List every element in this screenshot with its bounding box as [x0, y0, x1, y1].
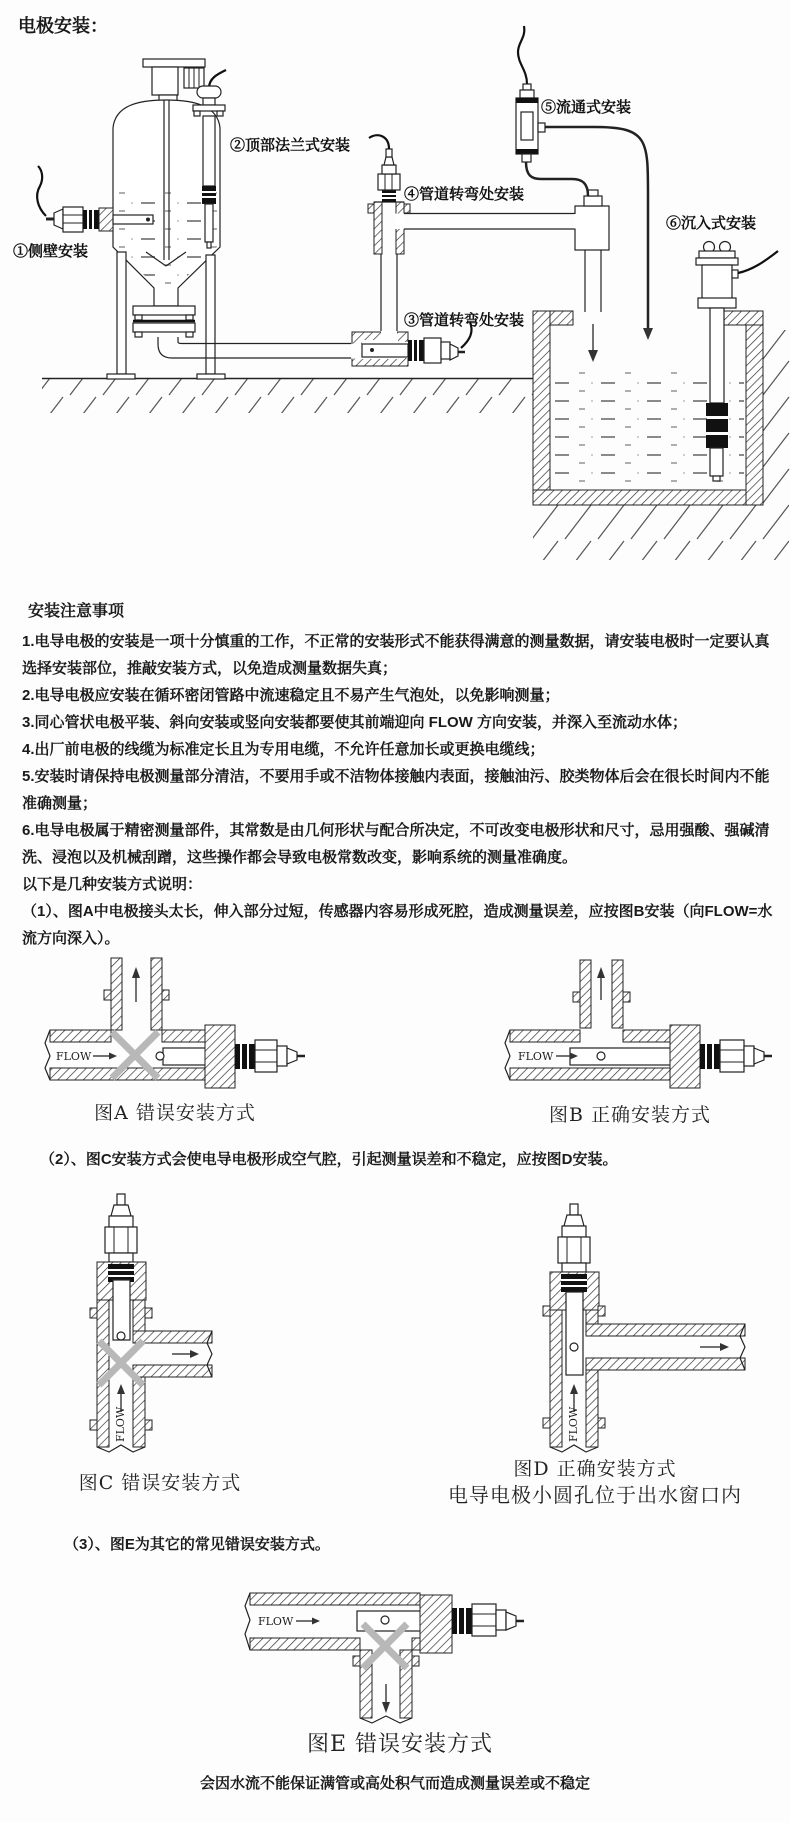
label-bend-upper: ④管道转弯处安装 [404, 186, 525, 203]
figure-b-caption: 图B 正确安装方式 [548, 1104, 711, 1126]
label-side-wall: ①侧壁安装 [13, 243, 89, 260]
figure-c-caption: 图C 错误安装方式 [78, 1472, 242, 1494]
note-paragraph-2: （2）、图C安装方式会使电导电极形成空气腔，引起测量误差和不稳定，应按图D安装。 [40, 1151, 618, 1168]
flow-label-d: FLOW [567, 1406, 580, 1442]
figure-b-diagram [505, 960, 772, 1088]
footer-note: 会因水流不能保证满管或高处积气而造成测量误差或不稳定 [199, 1775, 590, 1792]
figure-d-diagram [543, 1204, 745, 1452]
figure-d-caption-line1: 图D 正确安装方式 [513, 1458, 677, 1480]
notes-outro: 以下是几种安装方式说明： [22, 876, 203, 893]
note-item-3: 3.同心管状电极平装、斜向安装或竖向安装都要使其前端迎向 FLOW 方向安装，并深入至流动水体； [22, 714, 687, 731]
label-submersion: ⑥沉入式安装 [666, 215, 757, 232]
note-item-4: 4.出厂前电极的线缆为标准定长且为专用电缆，不允许任意加长或更换电缆线； [22, 741, 545, 758]
note-paragraph-3: （3）、图E为其它的常见错误安装方式。 [64, 1536, 330, 1553]
figure-a-caption: 图A 错误安装方式 [94, 1102, 256, 1124]
figure-e-caption: 图E 错误安装方式 [306, 1732, 494, 1757]
figure-c-diagram [90, 1194, 212, 1452]
installation-notes [22, 598, 776, 952]
flow-label-b: FLOW [518, 1050, 554, 1063]
note-item-5: 5.安装时请保持电极测量部分清洁，不要用手或不洁物体接触内表面，接触油污、胶类物体后会在很长时间内不能准确测量； [22, 768, 770, 812]
figure-e-diagram [245, 1593, 524, 1723]
flow-label-a: FLOW [56, 1050, 92, 1063]
figure-d-caption-line2: 电导电极小圆孔位于出水窗口内 [448, 1483, 742, 1507]
note-paragraph-1: （1）、图A中电极接头太长，伸入部分过短，传感器内容易形成死腔，造成测量误差，应按图B安装（向FLOW=水流方向深入）。 [22, 903, 773, 947]
figure-a-diagram [45, 958, 305, 1088]
flow-label-e: FLOW [258, 1615, 294, 1628]
flow-label-c: FLOW [114, 1406, 127, 1442]
main-installation-diagram [13, 26, 790, 560]
note-item-1: 1.电导电极的安装是一项十分慎重的工作，不正常的安装形式不能获得满意的测量数据，请安装电极时一定要认真选择安装部位，推敲安装方式，以免造成测量数据失真； [22, 633, 770, 677]
label-bend-lower: ③管道转弯处安装 [404, 312, 525, 329]
drop-tee [574, 190, 609, 312]
note-item-6: 6.电导电极属于精密测量部件，其常数是由几何形状与配合所决定，不可改变电极形状和尺寸，忌用强酸、强碱清洗、浸泡以及机械刮蹭，这些操作都会导致电极常数改变，影响系统的测量准确度。 [22, 822, 770, 866]
label-top-flange: ②顶部法兰式安装 [230, 137, 351, 154]
note-item-2: 2.电导电极应安装在循环密闭管路中流速稳定且不易产生气泡处，以免影响测量； [22, 687, 560, 704]
figure-d-caption [425, 1456, 765, 1508]
label-flow-cell: ⑤流通式安装 [541, 99, 632, 116]
page-title: 电极安装： [18, 16, 108, 36]
tank-outlet-pipe [133, 306, 352, 358]
notes-heading: 安装注意事项 [28, 603, 125, 620]
discharge-arrow [588, 324, 598, 362]
